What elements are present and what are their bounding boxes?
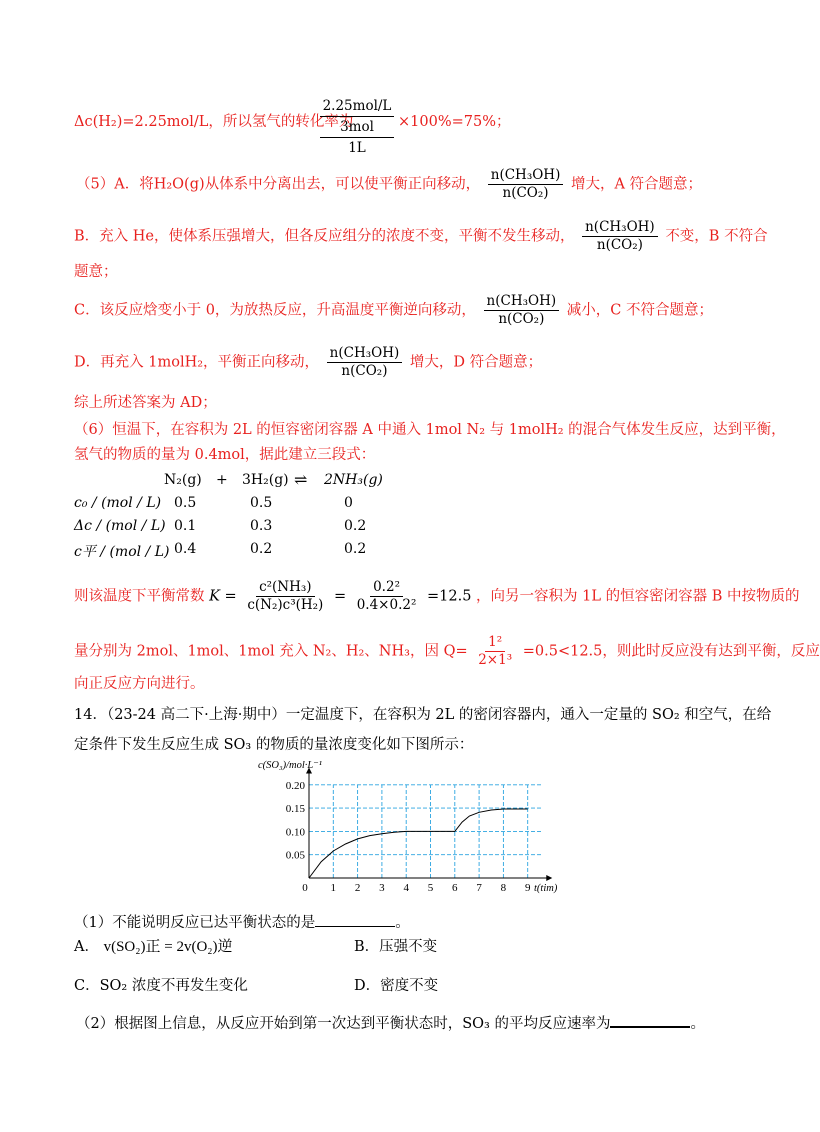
- q2-line: [76, 1012, 705, 1034]
- conversion-line: [74, 112, 353, 132]
- x-tick-label: 5: [427, 882, 434, 894]
- k-fraction: [244, 579, 326, 614]
- q5b-suffix: 不变，B 不符合: [665, 228, 768, 245]
- so3-concentration-chart: [248, 758, 558, 898]
- row-label: c平 / (mol / L): [74, 544, 170, 560]
- x-tick-label: 1: [330, 882, 337, 894]
- option-a: [74, 937, 233, 957]
- x-tick-label: 8: [500, 882, 507, 894]
- ratio-fraction: [484, 293, 560, 328]
- k-value-den: 0.4×0.2²: [356, 597, 417, 613]
- row-label: c₀ / (mol / L): [74, 495, 162, 511]
- cell: 0.2: [250, 541, 273, 557]
- y-tick-label: 0.10: [285, 826, 305, 839]
- q5d-text: D．再充入 1molH₂，平衡正向移动，: [74, 354, 320, 371]
- x-tick-label: 6: [452, 882, 458, 894]
- q-num: 1²: [485, 634, 505, 652]
- q5a-suffix: 增大，A 符合题意；: [570, 176, 703, 193]
- k-prefix: 则该温度下平衡常数: [74, 588, 205, 605]
- cell: 0.2: [344, 518, 367, 534]
- q1-text: （1）不能说明反应已达平衡状态的是: [74, 915, 316, 931]
- q5-option-d: [74, 345, 542, 380]
- x-tick-label: 7: [476, 882, 482, 894]
- q1-end: 。: [395, 915, 410, 931]
- eq-nh3: 2NH₃(g): [324, 472, 383, 488]
- ratio-fraction: [582, 219, 658, 254]
- eq-h2: 3H₂(g): [242, 472, 289, 488]
- option-d: D．密度不变: [354, 978, 439, 994]
- cell: 0.4: [174, 541, 197, 557]
- q-line: [74, 634, 820, 669]
- ratio-fraction: [327, 345, 403, 380]
- k-value-num: 0.2²: [370, 579, 403, 597]
- option-c: C．SO₂ 浓度不再发生变化: [74, 978, 248, 994]
- ratio-num: n(CH₃OH): [488, 167, 564, 185]
- k-line: [74, 579, 799, 614]
- k-value-fraction: [354, 579, 420, 614]
- eq-plus: +: [216, 472, 228, 488]
- q6-line2: 氢气的物质的量为 0.4mol，据此建立三段式：: [74, 447, 376, 463]
- p14-line2: 定条件下发生反应生成 SO₃ 的物质的量浓度变化如下图所示：: [74, 737, 474, 753]
- k-result: =12.5: [426, 588, 472, 605]
- cell: 0: [344, 495, 353, 511]
- cell: 0.3: [250, 518, 273, 534]
- frac-mid: 3mol: [320, 116, 394, 138]
- y-tick-label: 0.05: [285, 849, 305, 862]
- ratio-den: n(CO₂): [341, 363, 388, 379]
- ratio-num: n(CH₃OH): [327, 345, 403, 363]
- y-tick-label: 0.20: [285, 779, 305, 792]
- cell: 0.5: [174, 495, 197, 511]
- row-label: Δc / (mol / L): [74, 518, 166, 534]
- k-den: c(N₂)c³(H₂): [247, 597, 324, 613]
- ratio-den: n(CO₂): [502, 185, 549, 201]
- option-b: B．压强不变: [354, 939, 438, 955]
- frac-bot: 1L: [348, 140, 366, 156]
- option-a-label: A．: [74, 939, 99, 955]
- q5d-suffix: 增大，D 符合题意；: [409, 354, 543, 371]
- ratio-fraction: [488, 167, 564, 202]
- ratio-num: n(CH₃OH): [582, 219, 658, 237]
- q5c-suffix: 减小，C 不符合题意；: [566, 302, 713, 319]
- q5a-text: （5）A．将H₂O(g)从体系中分离出去，可以使平衡正向移动，: [76, 176, 481, 193]
- ratio-den: n(CO₂): [596, 237, 643, 253]
- q2-answer-blank[interactable]: [610, 1012, 690, 1028]
- q5-option-b: [74, 219, 768, 254]
- x-axis-arrow: [546, 875, 552, 881]
- conversion-text: Δc(H₂)=2.25mol/L，所以氢气的转化率为: [74, 114, 354, 130]
- k-equals: =: [333, 588, 347, 605]
- x-tick-label: 9: [524, 882, 531, 894]
- q1-line: [74, 912, 410, 933]
- q2-text: （2）根据图上信息，从反应开始到第一次达到平衡状态时，SO₃ 的平均反应速率为: [76, 1016, 611, 1032]
- q-prefix: 量分别为 2mol、1mol、1mol 充入 N₂、H₂、NH₃，因 Q=: [74, 643, 468, 660]
- y-tick-label: 0.15: [285, 803, 305, 816]
- cell: 0.2: [344, 541, 367, 557]
- q5b-continuation: 题意；: [74, 264, 118, 280]
- q-fraction: [475, 634, 515, 669]
- q-line-end: 向正反应方向进行。: [74, 676, 205, 692]
- p14-line1: 14．（23-24 高二下·上海·期中）一定温度下，在容积为 2L 的密闭容器内，通入一定量的 SO₂ 和空气，在给: [74, 707, 772, 723]
- q5c-text: C．该反应焓变小于 0，为放热反应，升高温度平衡逆向移动，: [74, 302, 476, 319]
- summary-answer: 综上所述答案为 AD；: [74, 395, 217, 411]
- frac-top: 2.25mol/L: [322, 98, 392, 114]
- x-tick-label: 2: [354, 882, 361, 894]
- q-suffix: =0.5<12.5，则此时反应没有达到平衡，反应: [522, 643, 820, 660]
- q-den: 2×1³: [478, 652, 513, 668]
- cell: 0.1: [174, 518, 197, 534]
- x-tick-label: 3: [379, 882, 385, 894]
- q5-option-a: [76, 167, 702, 202]
- chart-xlabel: t(tim): [534, 883, 558, 894]
- k-symbol: K =: [209, 588, 237, 605]
- q5-option-c: [74, 293, 713, 328]
- conversion-suffix: ×100%=75%；: [398, 114, 511, 130]
- q2-end: 。: [690, 1016, 705, 1032]
- chart-ylabel: c(SO₃)/mol·L⁻¹: [258, 760, 322, 771]
- chart-ticks: [286, 780, 531, 894]
- k-num: c²(NH₃): [256, 579, 315, 597]
- ratio-num: n(CH₃OH): [484, 293, 560, 311]
- x-tick-label: 4: [403, 882, 409, 894]
- q5b-text: B．充入 He，使体系压强增大，但各反应组分的浓度不变，平衡不发生移动，: [74, 228, 575, 245]
- eq-n2: N₂(g): [164, 472, 202, 488]
- chart-series-line: [309, 809, 528, 878]
- option-a-expr: v(SO₂)正 = 2v(O₂)逆: [103, 939, 233, 955]
- q6-line1: （6）恒温下，在容积为 2L 的恒容密闭容器 A 中通入 1mol N₂ 与 1molH₂ 的混合气体发生反应，达到平衡，: [74, 422, 786, 438]
- eq-arrow: ⇌: [294, 470, 308, 489]
- chart-origin-label: 0: [302, 882, 308, 894]
- conversion-fraction: [320, 96, 394, 158]
- k-suffix: ，向另一容积为 1L 的恒容密闭容器 B 中按物质的: [476, 588, 800, 605]
- ratio-den: n(CO₂): [498, 311, 545, 327]
- cell: 0.5: [250, 495, 273, 511]
- q1-answer-blank[interactable]: [315, 912, 395, 927]
